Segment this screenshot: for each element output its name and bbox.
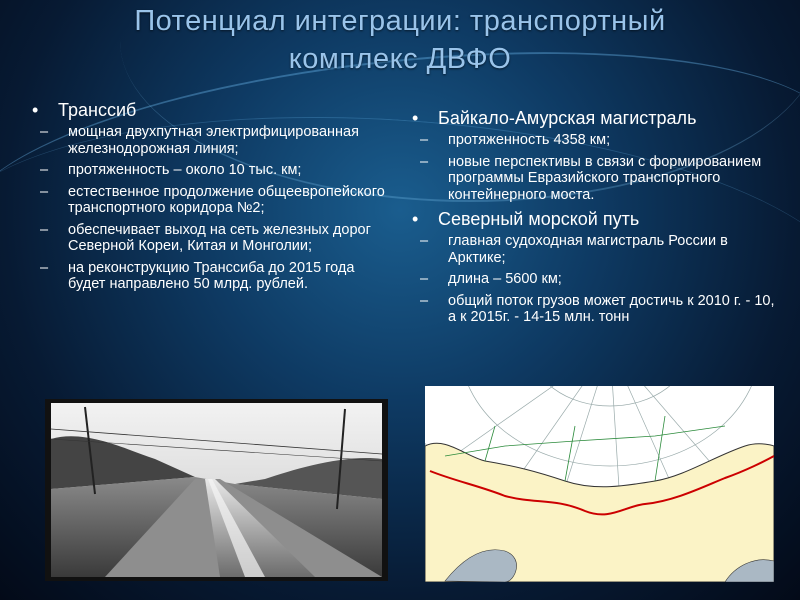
sub-bullet-text: протяженность 4358 км; <box>448 132 611 148</box>
sub-bullet <box>30 184 390 217</box>
sub-bullet-text: мощная двухпутная электрифицированная железнодорожная линия; <box>68 124 359 157</box>
dash-icon: – <box>420 292 429 309</box>
dash-icon: – <box>40 124 49 140</box>
bullet-northern-sea-route <box>410 209 780 230</box>
northern-sea-route-map <box>425 386 774 582</box>
railway-track-photo <box>45 399 388 581</box>
dash-icon: – <box>420 271 429 287</box>
sub-bullet-text: на реконструкцию Транссиба до 2015 года будет направлено 50 млрд. рублей. <box>68 259 355 292</box>
bullet-heading: Северный морской путь <box>438 209 640 229</box>
dash-icon: – <box>40 183 49 200</box>
sub-bullet <box>30 260 390 293</box>
sub-bullet <box>410 132 780 149</box>
bullet-bam <box>410 108 780 129</box>
sub-bullet-text: длина – 5600 км; <box>448 271 562 287</box>
sub-bullet-text: обеспечивает выход на сеть железных дорог Северной Кореи, Китая и Монголии; <box>68 221 371 254</box>
sub-bullet-text: естественное продолжение общеевропейского транспортного коридора №2; <box>68 183 385 216</box>
right-column <box>410 108 780 331</box>
sub-bullet-text: общий поток грузов может достичь к 2010 г. - 10, а к 2015г. - 14-15 млн. тонн <box>448 292 775 325</box>
dash-icon: – <box>40 221 49 238</box>
sub-bullet <box>30 222 390 255</box>
dash-icon: – <box>40 162 49 178</box>
bullet-dot-icon: • <box>412 209 419 229</box>
bullet-dot-icon: • <box>412 108 419 128</box>
sub-bullet-text: главная судоходная магистраль России в Арктике; <box>448 233 728 266</box>
dash-icon: – <box>420 153 429 170</box>
bullet-dot-icon: • <box>32 100 39 120</box>
sub-bullet <box>30 162 390 179</box>
sub-bullet <box>410 233 780 266</box>
dash-icon: – <box>420 132 429 148</box>
slide-title-line2: комплекс ДВФО <box>288 43 512 75</box>
sub-bullet <box>30 124 390 157</box>
bullet-heading: Транссиб <box>58 100 137 120</box>
dash-icon: – <box>420 233 429 249</box>
sub-bullet-text: протяженность – около 10 тыс. км; <box>68 162 302 178</box>
bullet-heading: Байкало-Амурская магистраль <box>438 108 697 128</box>
left-column <box>30 100 390 298</box>
sub-bullet <box>410 154 780 204</box>
slide-title-line1: Потенциал интеграции: транспортный <box>134 5 666 37</box>
dash-icon: – <box>40 259 49 276</box>
sub-bullet <box>410 293 780 326</box>
slide-title <box>0 2 800 78</box>
sub-bullet-text: новые перспективы в связи с формированием программы Евразийского транспортного контейнерного моста. <box>448 153 762 203</box>
bullet-transsib <box>30 100 390 121</box>
sub-bullet <box>410 271 780 288</box>
